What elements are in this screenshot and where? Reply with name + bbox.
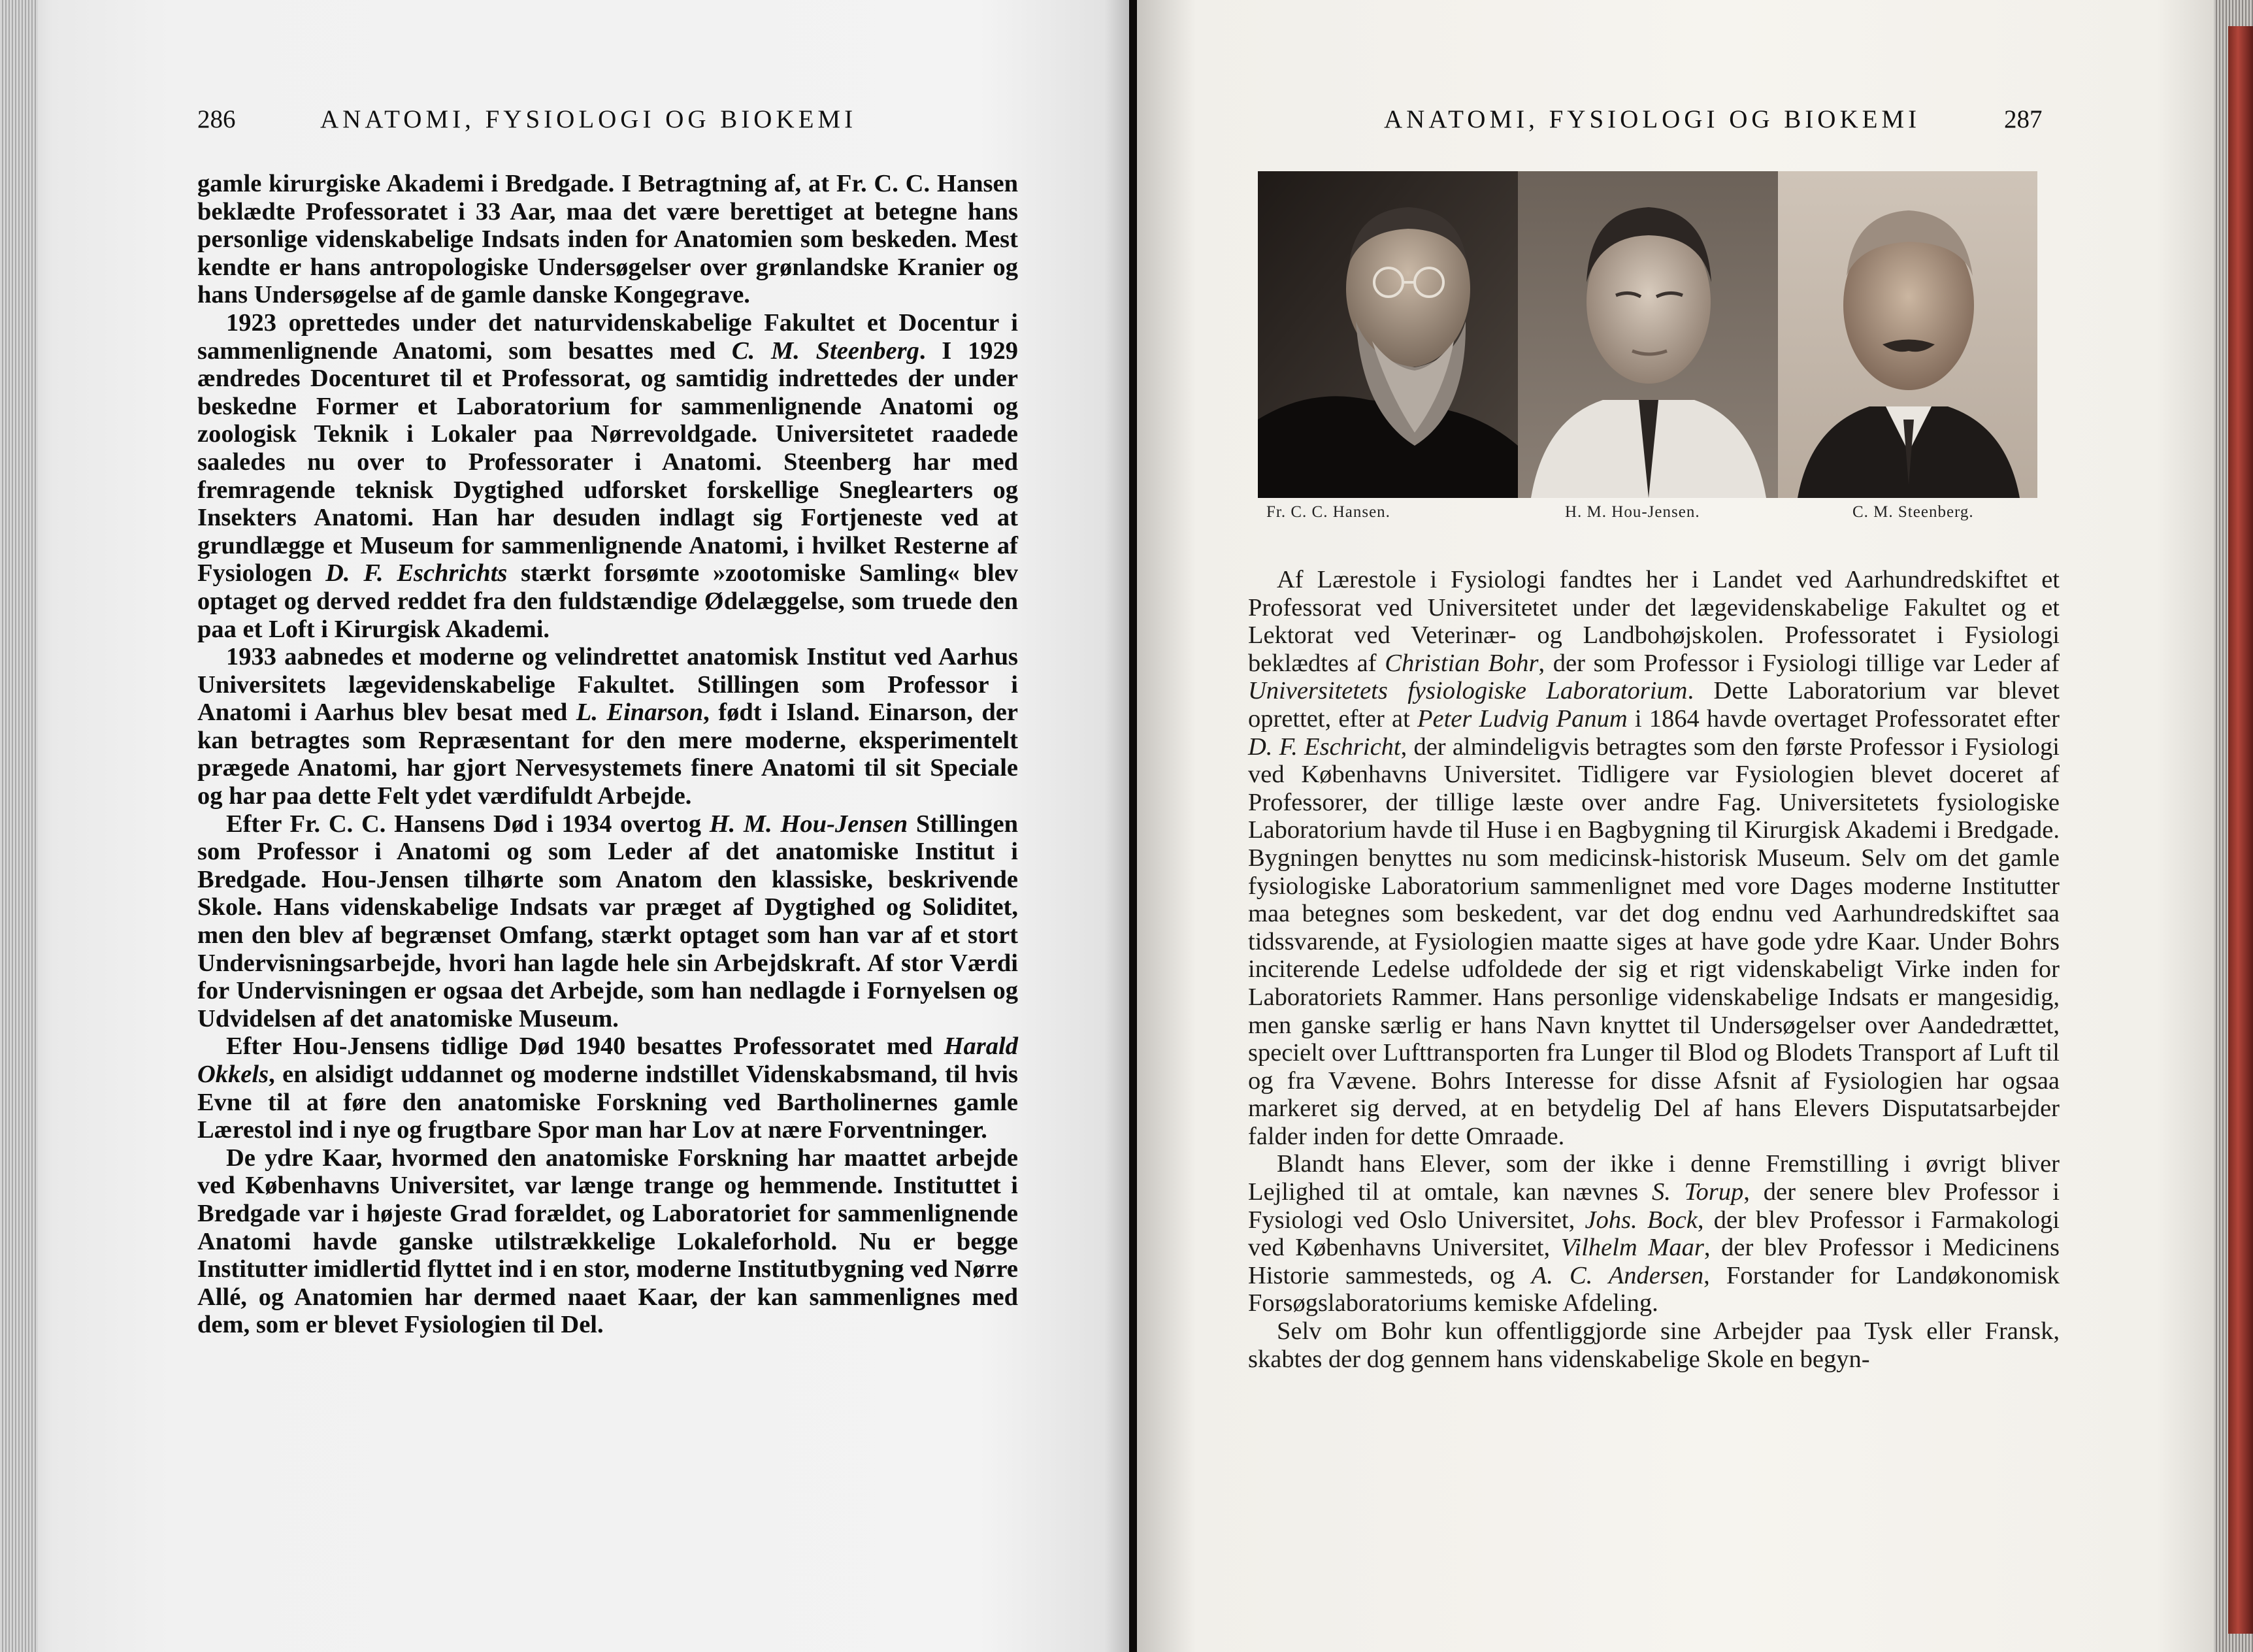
italic-name: D. F. Eschrichts xyxy=(325,559,508,587)
text-run: , en alsidigt uddannet og moderne indstillet Videnskabsmand, til hvis Evne til at føre den anatomiske Forskning ved Bartholinernes gamle Lærestol ind i nye og frugtbare Spor man har Lov at nære Forventninger. xyxy=(197,1061,1018,1144)
left-body-text xyxy=(197,170,1018,1339)
text-run: , der som Professor i Fysiologi tillige var Leder af xyxy=(1538,649,2060,677)
text-run: , født i Island. Einarson, der kan betragtes som Repræsentant for den mere moderne, eksperimentelt prægede Anatomi, har gjort Nervesystemets finere Anatomi til sit Speciale og har paa dette Felt ydet værdifuldt Arbejde. xyxy=(197,699,1018,810)
portrait-steenberg xyxy=(1778,171,2037,498)
italic-name: Johs. Bock xyxy=(1585,1206,1698,1234)
text-run: gamle kirurgiske Akademi i Bredgade. I Betragtning af, at Fr. C. C. Hansen beklædte Professoratet i 33 Aar, maa det være berettiget at betegne hans personlige videnskabelige Indsats inden for Anatomien som beskeden. Mest kendte er hans antropologiske Undersøgelser over grønlandske Kranier og hans Undersøgelse af de gamle danske Kongegrave. xyxy=(197,170,1018,309)
text-run: Af Lærestole i Fysiologi fandtes her i Landet ved Aarhundredskiftet et Professorat ved Universitetet under det lægevidenskabelige Fakultet og et Lektorat ved Veterinær- og Landbohøjskolen. Professoratet i Fysiologi beklædtes af xyxy=(1248,566,2060,677)
italic-name: Vilhelm Maar xyxy=(1560,1234,1704,1262)
caption-hou-jensen: H. M. Hou-Jensen. xyxy=(1565,503,1700,521)
paragraph xyxy=(1248,1150,2060,1317)
text-run: Efter Hou-Jensens tidlige Død 1940 besattes Professoratet med xyxy=(226,1032,944,1061)
right-body-text xyxy=(1248,566,2060,1373)
italic-name: C. M. Steenberg xyxy=(731,337,919,365)
text-run: , der senere blev Professor i Fysiologi ved Oslo Universitet, xyxy=(1248,1178,2060,1234)
paragraph xyxy=(1248,1317,2060,1373)
portrait-plate xyxy=(1258,171,2037,498)
paragraph xyxy=(197,643,1018,810)
page-edges-left xyxy=(0,0,38,1652)
right-page xyxy=(1137,0,2253,1652)
portrait-hansen xyxy=(1258,171,1518,498)
italic-name: D. F. Eschricht xyxy=(1248,733,1401,761)
left-running-head: ANATOMI, FYSIOLOGI OG BIOKEMI xyxy=(320,105,857,133)
text-run: 1923 oprettedes under det naturvidenskabelige Fakultet et Docentur i sammenlignende Anatomi, som besattes med xyxy=(197,308,1018,365)
paragraph xyxy=(197,1144,1018,1339)
text-run: . I 1929 ændredes Docenturet til et Professorat, og samtidig indrettedes der under beskedne Former et Laboratorium for sammenlignende Anatomi og zoologisk Teknik i Lokaler paa Nørrevoldgade. Universitetet raadede saaledes nu over to Professorater i Anatomi. Steenberg har med fremragende teknisk Dygtighed udforsket forskellige Sneglearters og Insekters Anatomi. Han har desuden indlagt sig Fortjeneste ved at grundlægge et Museum for sammenlignende Anatomi, i hvilket Resterne af Fysiologen xyxy=(197,337,1018,587)
text-run: , der blev Professor i Medicinens Historie sammesteds, og xyxy=(1248,1234,2060,1289)
italic-name: L. Einarson xyxy=(576,699,704,727)
book-cover-edge xyxy=(2228,26,2253,1634)
italic-name: Peter Ludvig Panum xyxy=(1417,704,1628,733)
text-run: stærkt forsømte »zootomiske Samling« blev optaget og derved reddet fra den fuldstændige Ødelæggelse, som truede den paa et Loft i Kirurgisk Akademi. xyxy=(197,559,1018,643)
right-page-number: 287 xyxy=(2004,105,2043,133)
paragraph xyxy=(197,1032,1018,1144)
paragraph xyxy=(197,309,1018,643)
text-run: Blandt hans Elever, som der ikke i denne Fremstilling i øvrigt bliver Lejlighed til at omtale, kan nævnes xyxy=(1248,1150,2060,1206)
text-run: i 1864 havde overtaget Professoratet efter xyxy=(1627,704,2060,733)
text-run: . Dette Laboratorium var blevet oprettet, efter at xyxy=(1248,677,2060,733)
text-run: , Forstander for Landøkonomisk Forsøgslaboratoriums kemiske Afdeling. xyxy=(1248,1261,2060,1317)
text-run: De ydre Kaar, hvormed den anatomiske Forskning har maattet arbejde ved Københavns Universitet, var længe trange og hemmende. Instituttet i Bredgade var i højeste Grad forældet, og Laboratoriet for sammenlignende Anatomi havde ganske utilstrækkelige Lokaleforhold. Nu er begge Institutter imidlertid flyttet ind i en stor, moderne Institutbygning ved Nørre Allé, og Anatomien har dermed naaet Kaar, der kan sammenlignes med dem, som er blevet Fysiologien til Del. xyxy=(197,1144,1018,1339)
text-run: Selv om Bohr kun offentliggjorde sine Arbejder paa Tysk eller Fransk, skabtes der dog gennem hans videnskabelige Skole en begyn- xyxy=(1248,1317,2060,1373)
caption-hansen: Fr. C. C. Hansen. xyxy=(1266,503,1390,521)
italic-name: S. Torup xyxy=(1651,1178,1744,1206)
paragraph xyxy=(197,170,1018,309)
portrait-hou-jensen xyxy=(1518,171,1778,498)
left-page-number: 286 xyxy=(197,105,236,133)
italic-name: Universitetets fysiologiske Laboratorium xyxy=(1248,677,1688,705)
text-run: 1933 aabnedes et moderne og velindrettet anatomisk Institut ved Aarhus Universitets lægevidenskabelige Fakultet. Stillingen som Professor i Anatomi i Aarhus blev besat med xyxy=(197,643,1018,727)
italic-name: Harald Okkels xyxy=(197,1032,1018,1088)
italic-name: Christian Bohr xyxy=(1385,649,1539,677)
text-run: , der blev Professor i Farmakologi ved Københavns Universitet, xyxy=(1248,1206,2060,1262)
caption-steenberg: C. M. Steenberg. xyxy=(1852,503,1974,521)
text-run: , der almindeligvis betragtes som den første Professor i Fysiologi ved Københavns Universitet. Tidligere var Fysiologien blevet doceret af Professorer, der tillige læste over andre Fag. Universitetets fysiologiske Laboratorium havde til Huse i en Bagbygning til Kirurgisk Akademi i Bredgade. Bygningen benyttes nu som medicinsk-historisk Museum. Selv om det gamle fysiologiske Laboratorium sammenlignet med vore Dages moderne Institutter maa betegnes som beskedent, var det dog endnu ved Aarhundredskiftet saa tidssvarende, at Fysiologien maatte siges at have gode ydre Kaar. Under Bohrs inciterende Ledelse udfoldede der sig et rigt videnskabeligt Virke inden for Laboratoriets Rammer. Hans personlige videnskabelige Indsats er mangesidig, men ganske særlig er hans Navn knyttet til Undersøgelser over Aandedrættet, specielt over Lufttransporten fra Lunger til Blod og Blodets Transport af Luft til og fra Vævene. Bohrs Interesse for disse Afsnit af Fysiologien har ogsaa markeret sig derved, at en betydelig Del af hans Elevers Disputatsarbejder falder inden for dette Omraade. xyxy=(1248,733,2060,1150)
right-running-head: ANATOMI, FYSIOLOGI OG BIOKEMI xyxy=(1384,105,1921,133)
paragraph xyxy=(197,810,1018,1033)
italic-name: H. M. Hou-Jensen xyxy=(709,810,908,838)
text-run: Stillingen som Professor i Anatomi og som Leder af det anatomiske Institut i Bredgade. Hou-Jensen tilhørte som Anatom den klassiske, beskrivende Skole. Hans videnskabelige Indsats var præget af Dygtighed og Soliditet, men den blev af begrænset Omfang, stærkt optaget som han var af et stort Undervisningsarbejde, hvori han lagde hele sin Arbejdskraft. Af stor Værdi for Undervisningen er ogsaa det Arbejde, som han nedlagde i Fornyelsen og Udvidelsen af det anatomiske Museum. xyxy=(197,810,1018,1032)
text-run: Efter Fr. C. C. Hansens Død i 1934 overtog xyxy=(226,810,710,838)
italic-name: A. C. Andersen xyxy=(1531,1261,1704,1289)
paragraph xyxy=(1248,566,2060,1150)
